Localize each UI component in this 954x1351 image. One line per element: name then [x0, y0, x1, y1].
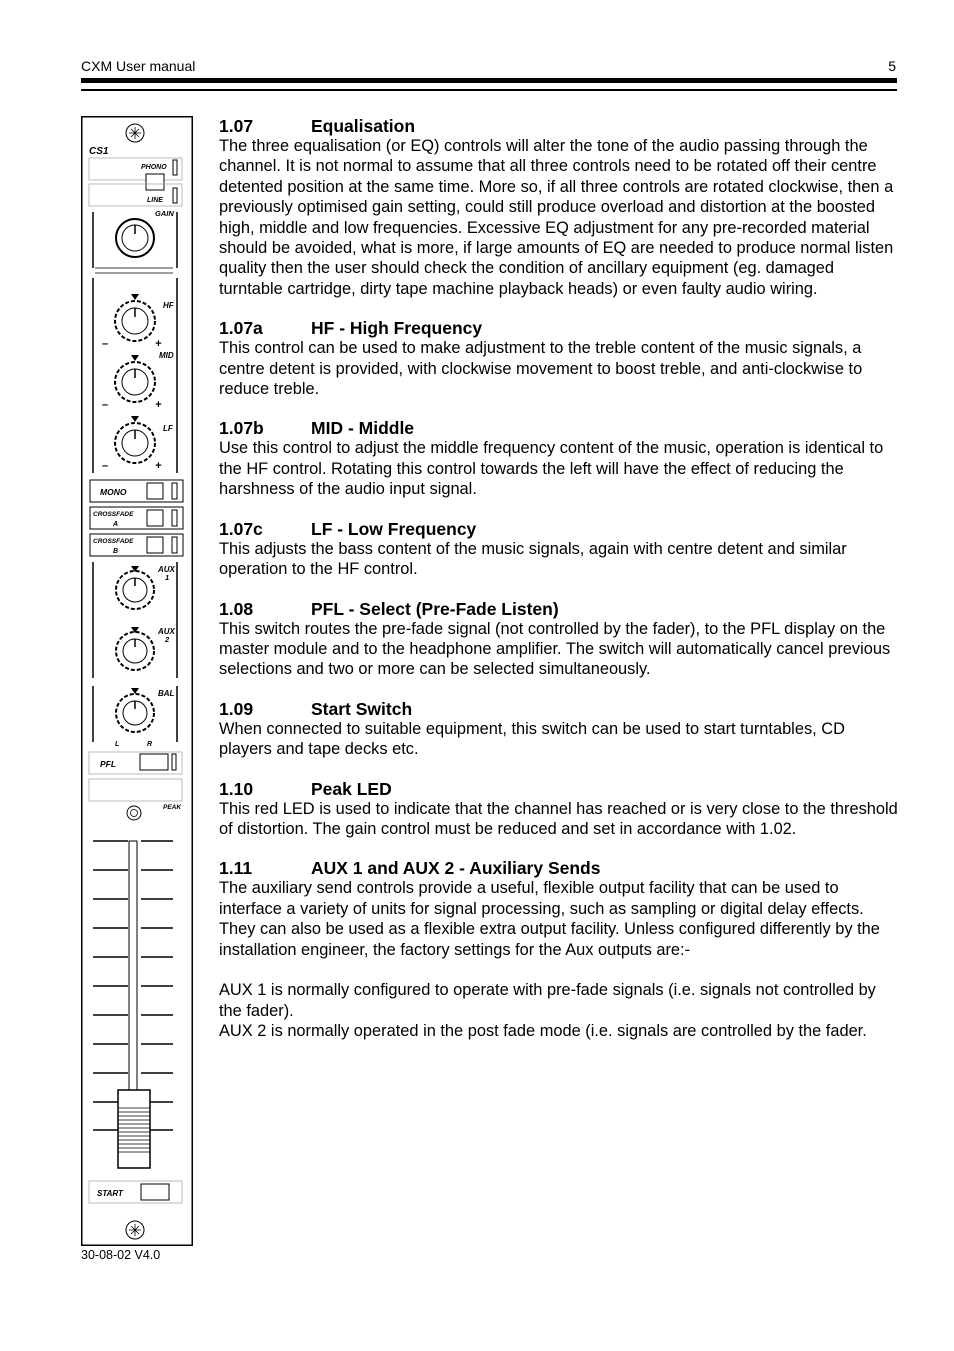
aux1-label: AUX — [158, 565, 175, 574]
lf-plus: + — [155, 460, 162, 472]
header-rule-thick — [81, 78, 897, 83]
lf-knob[interactable] — [115, 416, 155, 463]
paragraph: AUX 1 is normally configured to operate with pre-fade signals (i.e. signals not controlled by the fader). — [219, 981, 876, 1020]
section-heading — [219, 418, 899, 438]
section-title: AUX 1 and AUX 2 - Auxiliary Sends — [311, 858, 601, 879]
pfl-label: PFL — [100, 759, 117, 769]
crossfade-a-label: CROSSFADE — [93, 511, 134, 518]
section-number: 1.11 — [219, 858, 253, 879]
paragraph: This adjusts the bass content of the music signals, again with centre detent and similar operation to the HF control. — [219, 539, 847, 579]
phono-indicator — [173, 160, 177, 175]
bottom-screw-icon — [126, 1221, 144, 1239]
start-switch[interactable] — [141, 1184, 169, 1200]
pfl-indicator — [172, 754, 176, 770]
top-screw-icon — [126, 124, 144, 142]
section-heading — [219, 318, 899, 338]
section-body — [219, 719, 899, 760]
peak-label: PEAK — [163, 804, 182, 811]
section-body — [219, 338, 899, 399]
line-indicator — [173, 188, 177, 203]
mid-knob[interactable] — [115, 355, 155, 402]
section-body — [219, 878, 899, 1041]
channel-strip-svg — [81, 116, 193, 1246]
footer-version: 30-08-02 V4.0 — [81, 1248, 161, 1262]
gain-brackets — [93, 212, 177, 268]
mid-minus: – — [102, 399, 109, 411]
section-title: MID - Middle — [311, 418, 415, 439]
mono-label: MONO — [100, 487, 127, 497]
section-title: PFL - Select (Pre-Fade Listen) — [311, 598, 559, 619]
section-number: 1.07a — [219, 318, 263, 339]
aux2-label: AUX — [158, 627, 175, 636]
channel-label: CS1 — [89, 146, 109, 157]
paragraph: The three equalisation (or EQ) controls will alter the tone of the audio passing through the channel. It is not normal to assume that all three controls need to be rotated off their centre detented position at the same time. More so, if all three controls are rotated clockwise, then a previously optimised gain setting, could still produce overload and distortion at the boosted high, middle and low frequencies. Excessive EQ adjustment for any pre-recorded material should be avoided, what is more, if large amounts of EQ are needed to produce normal listen quality then the user should check the condition of ancillary equipment (eg. damaged turntable cartridge, dirty tape machine playback heads) or even faulty audio wiring. — [219, 137, 894, 298]
section — [219, 858, 899, 1041]
section-body — [219, 136, 899, 299]
aux1-number: 1 — [165, 573, 170, 582]
crossfade-b-indicator — [172, 537, 177, 553]
pfl-switch[interactable] — [140, 754, 168, 770]
crossfade-b-label: CROSSFADE — [93, 538, 134, 545]
section-heading — [219, 699, 899, 719]
manual-content — [219, 116, 899, 1061]
section-heading — [219, 599, 899, 619]
section-heading — [219, 519, 899, 539]
peak-box — [89, 779, 182, 801]
mid-plus: + — [155, 399, 162, 411]
section-title: Peak LED — [311, 778, 392, 799]
paragraph: When connected to suitable equipment, this switch can be used to start turntables, CD players and tape decks etc. — [219, 719, 845, 759]
paragraph: This control can be used to make adjustment to the treble content of the music signals, a centre detent is provided, with clockwise movement to boost treble, and anti-clockwise to reduce treble. — [219, 339, 863, 399]
section-body — [219, 438, 899, 499]
mid-label: MID — [159, 351, 174, 360]
paragraph: This red LED is used to indicate that the channel has reached or is very close to the threshold of distortion. The gain control must be reduced and set in accordance with 1.02. — [219, 799, 898, 838]
crossfade-b-letter: B — [113, 548, 119, 555]
section — [219, 318, 899, 399]
crossfade-b-switch[interactable] — [147, 537, 163, 553]
section-number: 1.08 — [219, 598, 254, 619]
paragraph: This switch routes the pre-fade signal (not controlled by the fader), to the PFL display on the master module and to the headphone amplifier. The switch will automatically cancel previous selections and two or more can be selected simultaneously. — [219, 619, 891, 679]
gain-label: GAIN — [155, 209, 174, 218]
manual-title: CXM User manual — [81, 58, 196, 74]
section-title: HF - High Frequency — [311, 318, 483, 339]
section — [219, 699, 899, 760]
section-body — [219, 539, 899, 580]
phono-label: PHONO — [141, 164, 167, 171]
header-rule-thin — [81, 89, 897, 91]
section-heading — [219, 779, 899, 799]
section — [219, 599, 899, 680]
paragraph: Use this control to adjust the middle frequency content of the music, operation is identical to the HF control. Rotating this control towards the left will have the effect of reducing the harshness of the audio input signal. — [219, 439, 884, 499]
aux1-knob[interactable] — [116, 566, 154, 609]
section-number: 1.07c — [219, 518, 263, 539]
bal-left: L — [115, 741, 120, 748]
crossfade-a-indicator — [172, 510, 177, 526]
phono-line-switch[interactable] — [146, 174, 164, 190]
bal-knob[interactable] — [116, 688, 154, 732]
gain-divider — [95, 268, 173, 273]
hf-label: HF — [163, 301, 174, 310]
section-body — [219, 619, 899, 680]
paragraph-gap — [219, 960, 899, 980]
line-box — [89, 184, 182, 206]
hf-knob[interactable] — [115, 294, 155, 341]
lf-label: LF — [163, 424, 173, 433]
section — [219, 418, 899, 499]
section-body — [219, 799, 899, 840]
aux2-number: 2 — [165, 635, 170, 644]
section — [219, 116, 899, 299]
paragraph: They can also be used as a flexible extra output facility. Unless configured differently by the installation engineer, the factory settings for the Aux outputs are:- — [219, 920, 880, 959]
hf-plus: + — [155, 338, 162, 350]
section — [219, 519, 899, 580]
peak-led-icon — [127, 806, 141, 820]
hf-minus: – — [102, 338, 109, 350]
section-number: 1.09 — [219, 698, 254, 719]
lf-minus: – — [102, 460, 109, 472]
line-label: LINE — [147, 197, 163, 204]
phono-line-box — [89, 158, 182, 180]
section-title: LF - Low Frequency — [311, 518, 477, 539]
mono-indicator — [172, 483, 177, 499]
bal-label: BAL — [158, 689, 175, 698]
section-title: Equalisation — [311, 116, 416, 136]
section-number: 1.07b — [219, 418, 264, 439]
section-title: Start Switch — [311, 698, 413, 719]
bal-right: R — [147, 741, 153, 748]
paragraph: AUX 2 is normally operated in the post fade mode (i.e. signals are controlled by the fader. — [219, 1022, 867, 1041]
paragraph: The auxiliary send controls provide a useful, flexible output facility that can be used to interface a variety of units for signal processing, such as sampling or digital delay effects. — [219, 879, 864, 918]
gain-knob[interactable] — [116, 219, 154, 257]
mono-switch[interactable] — [147, 483, 163, 499]
aux2-knob[interactable] — [116, 627, 154, 670]
section-number: 1.10 — [219, 778, 254, 799]
crossfade-a-letter: A — [113, 521, 119, 528]
section-heading — [219, 858, 899, 878]
section-heading — [219, 116, 899, 136]
page-number: 5 — [888, 58, 896, 74]
start-label: START — [97, 1189, 123, 1198]
fader-knob[interactable] — [118, 1090, 150, 1168]
crossfade-a-switch[interactable] — [147, 510, 163, 526]
section — [219, 779, 899, 840]
section-number: 1.07 — [219, 116, 254, 136]
channel-strip-diagram — [81, 116, 193, 1246]
